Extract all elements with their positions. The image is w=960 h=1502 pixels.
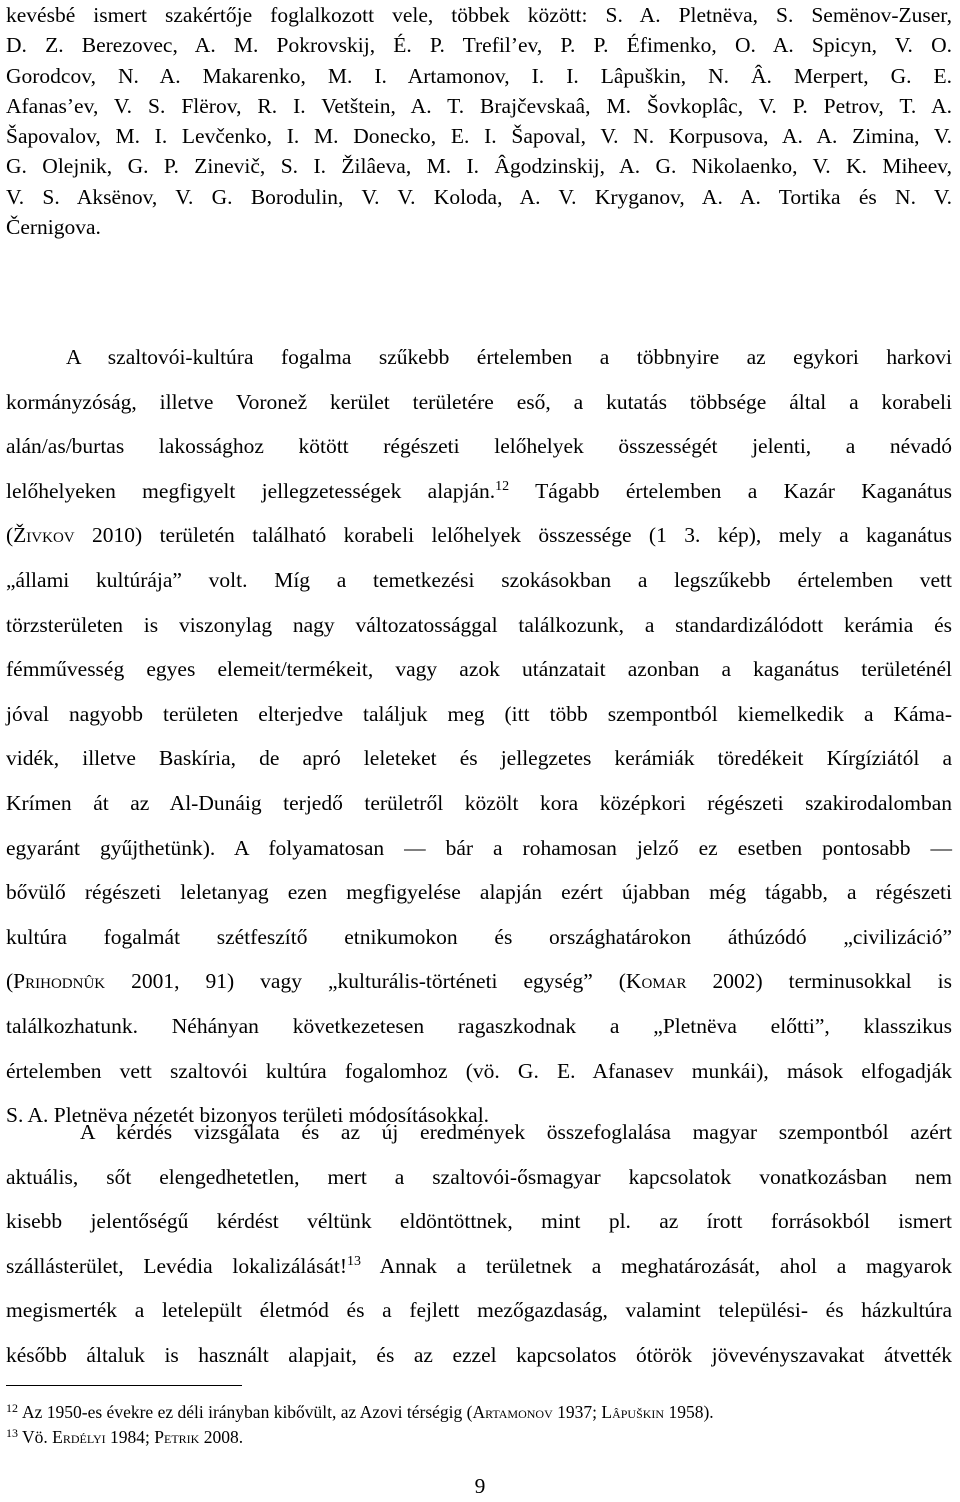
text-line: szállásterület, Levédia lokalizálását!$^{13}$ Annak a területnek a meghatározását, ahol a magyarok	[6, 1253, 952, 1278]
citation-author: Erdélyi	[52, 1426, 106, 1447]
text-line: megismerték a letelepült életmód és a fejlett mezőgazdaság, valamint települési- és házkultúra	[6, 1298, 952, 1323]
text-line: később általuk is használt alapjait, és az ezzel kapcsolatos ótörök jövevényszavakat átvették	[6, 1342, 952, 1367]
text-line: Afanas’ev, V. S. Flërov, R. I. Vetštein, A. T. Brajčevskaâ, M. Šovkoplâc, V. P. Petrov, T. A.	[6, 93, 952, 118]
text-line: kultúra fogalmát szétfeszítő etnikumokon és országhatárokon áthúzódó „civilizáció”	[6, 924, 952, 949]
footnote-separator	[6, 1385, 242, 1386]
text-line: kisebb jelentőségű kérdést véltünk eldöntöttnek, mint pl. az írott forrásokból ismert	[6, 1209, 952, 1234]
footnote-number: 13	[6, 1425, 18, 1440]
text-line: A szaltovói-kultúra fogalma szűkebb értelemben a többnyire az egykori harkovi	[66, 345, 952, 369]
text-line: értelemben vett szaltovói kultúra fogalomhoz (vö. G. E. Afanasev munkái), mások elfogadják	[6, 1058, 952, 1083]
text-line: S. A. Pletnëva nézetét bizonyos területi módosításokkal.	[6, 1103, 490, 1128]
text-line: G. Olejnik, G. P. Zinevič, S. I. Žilâeva, M. I. Âgodzinskij, A. G. Nikolaenko, V. K. Miheev,	[6, 154, 952, 179]
text-line: egyaránt gyűjthetünk). A folyamatosan — bár a rohamosan jelző ez esetben pontosabb —	[6, 835, 952, 860]
citation-author: Komar	[625, 969, 687, 994]
text-line: D. Z. Berezovec, A. M. Pokrovskij, É. P. Trefil’ev, P. P. Éfimenko, O. A. Spicyn, V. O.	[6, 33, 952, 58]
citation-author: Prihodnûk	[13, 969, 106, 994]
footnote-12: $^{12}$ Az 1950-es évekre ez déli irányban kibővült, az Azovi térségig (Artamonov 1937; Lâpuškin 1958).	[6, 1401, 714, 1422]
text-line: vidék, illetve Baskíria, de apró leleteket és jellegzetes kerámiák töredékeit Kírgíziától a	[6, 746, 952, 771]
text-line: alán/as/burtas lakossághoz kötött régészeti lelőhelyek összességét jelenti, a névadó	[6, 434, 952, 459]
text-line: V. S. Aksënov, V. G. Borodulin, V. V. Koloda, A. V. Kryganov, A. A. Tortika és N. V.	[6, 184, 952, 209]
text-line: Gorodcov, N. A. Makarenko, M. I. Artamonov, I. I. Lâpuškin, N. Â. Merpert, G. E.	[6, 63, 952, 88]
paragraph-hungarian-aspect	[6, 1110, 952, 1378]
text-line: kevésbé ismert szakértője foglalkozott vele, többek között: S. A. Pletnëva, S. Semënov-Zuser,	[6, 3, 952, 27]
text-line: Krímen át az Al-Dunáig terjedő területről közölt kora középkori régészeti szakirodalomban	[6, 790, 952, 815]
text-line: bővülő régészeti leletanyag ezen megfigyelése alapján ezért újabban még tágabb, a régészeti	[6, 880, 952, 905]
text-line: lelőhelyeken megfigyelt jellegzetességek alapján.$^{12}$ Tágabb értelemben a Kazár Kaganátus	[6, 478, 952, 503]
text-line: fémművesség egyes elemeit/termékeit, vagy azok utánzatait azonban a kaganátus területénél	[6, 657, 952, 682]
text-line: törzsterületen is viszonylag nagy változatossággal találkozunk, a standardizálódott kerámia és	[6, 612, 952, 637]
text-line: Černigova.	[6, 215, 101, 240]
citation-author: Artamonov	[472, 1402, 553, 1422]
text-line: (Prihodnûk 2001, 91) vagy „kulturális-történeti egység” (Komar 2002) terminusokkal is	[6, 969, 952, 994]
paragraph-researchers-list	[6, 0, 952, 242]
footnote-ref-13[interactable]: 13	[347, 1253, 361, 1269]
text-line: jóval nagyobb területen elterjedve találjuk meg (itt több szempontból kiemelkedik a Káma-	[6, 701, 952, 726]
citation-author: Lâpuškin	[601, 1402, 665, 1422]
paragraph-saltovo-culture	[6, 335, 952, 1138]
footnote-ref-12[interactable]: 12	[495, 478, 510, 494]
citation-author: Petrik	[154, 1426, 200, 1447]
citation-author: Živkov	[13, 523, 75, 548]
text-line: kormányzóság, illetve Voronež kerület területére eső, a kutatás többsége által a korabeli	[6, 389, 952, 414]
footnotes	[6, 1400, 946, 1449]
text-line: találkozhatunk. Néhányan következetesen ragaszkodnak a „Pletnëva előtti”, klasszikus	[6, 1013, 952, 1038]
text-line: (Živkov 2010) területén található korabeli lelőhelyek összessége (1 3. kép), mely a kaganátus	[6, 523, 952, 548]
footnote-13: $^{13}$ Vö. Erdélyi 1984; Petrik 2008.	[6, 1425, 244, 1447]
text-line: „állami kultúrája” volt. Míg a temetkezési szokásokban a legszűkebb értelemben vett	[6, 567, 952, 592]
page-number: 9	[474, 1474, 486, 1498]
footnote-number: 12	[6, 1401, 18, 1415]
text-line: Šapovalov, M. I. Levčenko, I. M. Donecko, E. I. Šapoval, V. N. Korpusova, A. A. Zimina, V.	[6, 124, 952, 149]
text-line: aktuális, sőt elengedhetetlen, mert a szaltovói-ősmagyar kapcsolatok vonatkozásban nem	[6, 1164, 952, 1189]
text-line: A kérdés vizsgálata és az új eredmények összefoglalása magyar szempontból azért	[80, 1120, 952, 1144]
